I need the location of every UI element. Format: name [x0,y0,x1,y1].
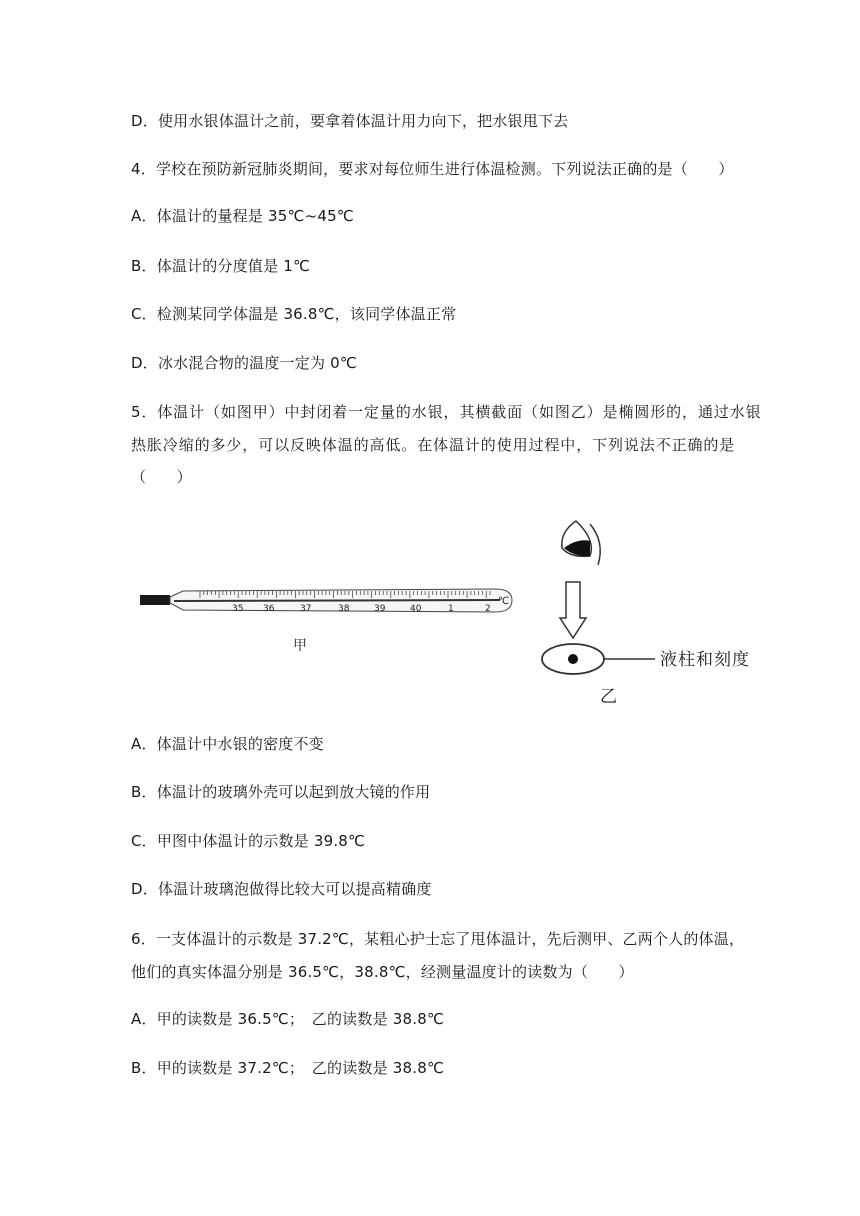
q4-stem: 4．学校在预防新冠肺炎期间，要求对每位师生进行体温检测。下列说法正确的是（ ） [131,160,734,178]
thermometer-unit: ℃ [498,596,510,607]
q6-option-a: A．甲的读数是 36.5℃； 乙的读数是 38.8℃ [131,1010,444,1028]
q5-stem-line3: （ ） [131,468,192,486]
q5-option-b: B．体温计的玻璃外壳可以起到放大镜的作用 [131,783,431,801]
thermometer-jia [140,589,512,654]
tick-label-39: 39 [374,604,386,614]
tick-label-38: 38 [338,604,350,614]
tick-label-37: 37 [300,604,312,614]
tick-label-41: 1 [448,604,454,614]
down-arrow-icon [560,582,586,638]
q4-option-c: C．检测某同学体温是 36.8℃，该同学体温正常 [131,305,457,323]
label-jia: 甲 [293,638,307,654]
tick-label-40: 40 [410,604,422,614]
q5-option-c: C．甲图中体温计的示数是 39.8℃ [131,832,366,850]
callout-label: 液柱和刻度 [660,650,750,670]
tick-label-36: 36 [263,604,275,614]
q5-option-d: D．体温计玻璃泡做得比较大可以提高精确度 [131,880,432,898]
q5-stem-line1: 5．体温计（如图甲）中封闭着一定量的水银，其横截面（如图乙）是椭圆形的，通过水银 [131,403,762,421]
q6-stem-line2: 他们的真实体温分别是 36.5℃，38.8℃，经测量温度计的读数为（ ） [131,963,634,981]
q5-stem-line2: 热胀冷缩的多少，可以反映体温的高低。在体温计的使用过程中，下列说法不正确的是 [131,436,736,454]
tick-label-42: 2 [485,604,491,614]
tick-label-35: 35 [232,604,244,614]
q5-option-a: A．体温计中水银的密度不变 [131,735,324,753]
q6-stem-line1: 6．一支体温计的示数是 37.2℃，某粗心护士忘了甩体温计，先后测甲、乙两个人的体温， [131,930,745,948]
q4-option-a: A．体温计的量程是 35℃~45℃ [131,207,354,225]
q6-option-b: B．甲的读数是 37.2℃； 乙的读数是 38.8℃ [131,1059,445,1077]
label-yi: 乙 [600,687,617,707]
q4-option-d: D．冰水混合物的温度一定为 0℃ [131,354,357,372]
q4-option-b: B．体温计的分度值是 1℃ [131,257,311,275]
q3-option-d: D．使用水银体温计之前，要拿着体温计用力向下，把水银甩下去 [131,112,569,130]
cross-section-yi [542,521,750,707]
